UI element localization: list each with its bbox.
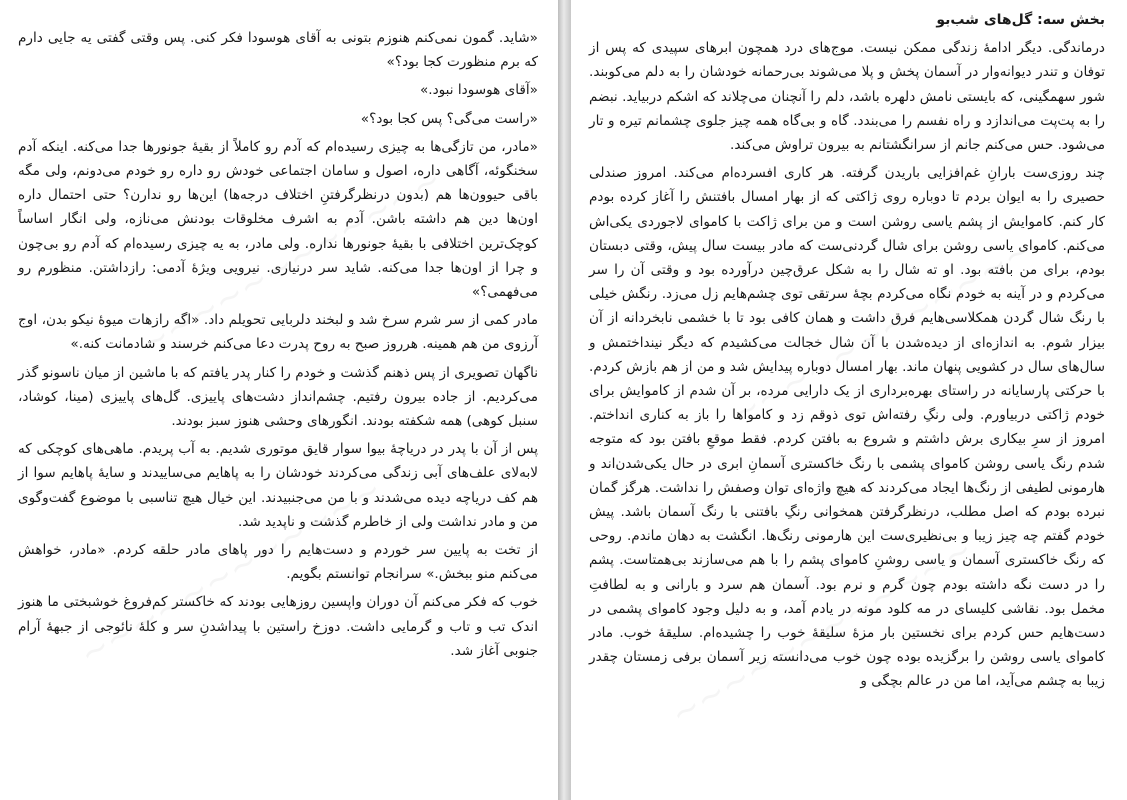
paragraph: از تخت به پایین سر خوردم و دست‌هایم را دور پاهای مادر حلقه کردم. «مادر، خواهش می‌کنم منو ببخش.» سرانجام توانستم بگویم. [18,542,538,583]
paragraph: مادر کمی از سر شرم سرخ شد و لبخند دلربایی تحویلم داد. «اگه رازهات میوهٔ نیکو بدن، اوج آرزوی من هم همینه. هرروز صبح به روح پدرت دعا می‌کنم خرسند و شادمانت کنه.» [18,312,538,353]
paragraph: «راست می‌گی؟ پس کجا بود؟» [360,110,538,127]
page-gutter [558,0,571,800]
paragraph: پس از آن با پدر در دریاچهٔ بیوا سوار قایق موتوری شدیم. به آب پریدم. ماهی‌های کوچکی که لابه‌لای علف‌های آبی زندگی می‌کردند خودشان را به پاهایم می‌ساییدند و سایهٔ پاهایم سوا از هم کف دریاچه دیده می‌شدند و با من می‌جنبیدند. این خیال هیچ تناسبی با موضوع گفت‌وگوی من و مادر نداشت ولی از خاطرم گذشت و ناپدید شد. [18,441,538,530]
right-page [571,0,1127,800]
paragraph: درماندگی. دیگر ادامهٔ زندگی ممکن نیست. موج‌های درد همچون ابرهای سپیدی که پس از توفان و تندر دیوانه‌وار در آسمان پخش و پلا می‌شوند بی‌رحمانه خودشان را به دلم می‌کوبند. شور سهمگینی، که بایستی نامش دلهره باشد، دلم را آنچنان می‌چلاند که اشکم دربیاید. نبضم را به پت‌پت می‌اندازد و راه نفسم را می‌بندد. گاه و بی‌گاه همه چیز جلوی چشمانم تیره و تار می‌شود. حس می‌کنم جانم از سرانگشتانم به بیرون تراوش می‌کند. [589,40,1105,154]
chapter-heading: بخش سه: گل‌های شب‌بو [936,12,1105,28]
paragraph: «شاید. گمون نمی‌کنم هنوزم بتونی به آقای هوسودا فکر کنی. پس وقتی گفتی یه جایی دارم که برم منظورت کجا بود؟» [18,30,538,71]
paragraph: خوب که فکر می‌کنم آن دوران واپسین روزهایی بودند که خاکستر کم‌فروغ خوشبختی ما هنوز اندک تب و تاب و گرمایی داشت. دوزخ راستین با پیداشدنِ سر و کلهٔ نائوجی از جبههٔ آرام جنوبی آغاز شد. [18,594,538,659]
paragraph: چند روزی‌ست بارانِ غم‌افزایی باریدن گرفته. هر کاری افسرده‌ام می‌کند. امروز صندلی حصیری را به ایوان بردم تا دوباره روی ژاکتی که از بهار امسال بافتنش را آغاز کرده بودم کار کنم. کاموایش از پشم یاسی روشن است و من برای ژاکت با کاموای لاجوردی یکی‌اش می‌کنم. کاموای یاسی روشن برای شال گردنی‌ست که مادر بیست سال پیش، وقتی دبستان بودم، برای من بافته بود. او ته شال را به شکل عرق‌چین درآورده بود و وقتی آن را سر می‌کردم و در آینه به خودم نگاه می‌کردم بچهٔ سرتقی توی چشم‌هایم زل می‌زد. رنگش خیلی با رنگ شال گردن همکلاسی‌هایم فرق داشت و همان کافی بود تا با خشمی نابخردانه از آن بیزار شوم. به اندازه‌ای از دیده‌شدن با آن شال خجالت می‌کشیدم که دیگر نینداختمش و سال‌های سال در کشویی پنهان ماند. بهار امسال دوباره پیدایش شد و من از هم بازش کردم. با حرکتی پارسایانه در راستای بهره‌برداری از یک دارایی مرده، بر آن شدم از کاموایش برای خودم ژاکتی دربیاورم. ولی رنگِ رفته‌اش توی ذوقم زد و کامواها را باز به کناری انداختم. امروز از سرِ بیکاری برش داشتم و شروع به بافتن کردم. فقط موقعِ بافتن بود که متوجه شدم رنگ یاسی روشن کاموای پشمی با رنگ خاکستری آسمانِ ابری در حال یکی‌شدن‌اند و هارمونی لطیفی از رنگ‌ها ایجاد می‌کردند که هیچ واژه‌ای توان وصفش را نداشت. هرگز گمان نبرده بودم که اصل مطلب، درنظرگرفتن همخوانی رنگِ بافتنی با رنگ آسمان باشد. پیش خودم گفتم چه چیز زیبا و بی‌نظیری‌ست این هارمونی رنگ‌ها. انگشت به دهان ماندم. روحی که رنگ خاکستری آسمان و یاسی روشنِ کاموای پشم را با هم می‌سازند بی‌همتاست. پشم را در دست نگه داشته بودم چون گرم و نرم بود. آسمان هم سرد و بارانی و به لطافتِ مخمل بود. نقاشی کلیسای در مه کلود مونه در یادم آمد، و به دلیل وجود کاموای پشمی در دست‌هایم حس کردم برای نخستین بار مزهٔ سلیقهٔ خوب را چشیده‌ام. سلیقهٔ خوب. مادر کاموای یاسی روشن را برگزیده بوده چون خوب می‌دانسته زیر آسمان برفی زمستان چقدر زیبا به چشم می‌آید، اما من در عالم بچگی و [589,165,1105,690]
paragraph: «آقای هوسودا نبود.» [419,82,538,99]
left-page [0,0,558,800]
paragraph: «مادر، من تازگی‌ها به چیزی رسیده‌ام که آدم رو کاملاً از بقیهٔ جونورها جدا می‌کنه. اینکه آدم سخنگوئه، آگاهی داره، اصول و سامان اجتماعی خودش رو داره رو خودم می‌دونم، ولی مگه باقی حیوون‌ها هم (بدون درنظرگرفتنِ اختلاف درجه‌ها) این‌ها رو ندارن؟ حتی احتمال داره اون‌ها دین هم داشته باشن. آدم به اشرف مخلوقات بودنش می‌نازه، ولی انگار اساساً کوچک‌ترین اختلافی با بقیهٔ جونورها نداره. ولی مادر، به یه چیزی رسیده‌ام که آدم رو بی‌چون و چرا از اون‌ها جدا می‌کنه. شاید سر درنیاری. نیرویی ویژهٔ آدمی: رازداشتن. منظورم رو می‌فهمی؟» [18,138,538,301]
paragraph: ناگهان تصویری از پس ذهنم گذشت و خودم را کنار پدر یافتم که با ماشین از میان ناسونو گذر می‌کردیم. از جاده بیرون رفتیم. چشم‌انداز دشت‌های پاییزی. گل‌های پاییزی (مینا، کوشاد، سنبل کوهی) همه شکفته بودند. انگورهای وحشی هنوز سبز بودند. [18,364,538,430]
